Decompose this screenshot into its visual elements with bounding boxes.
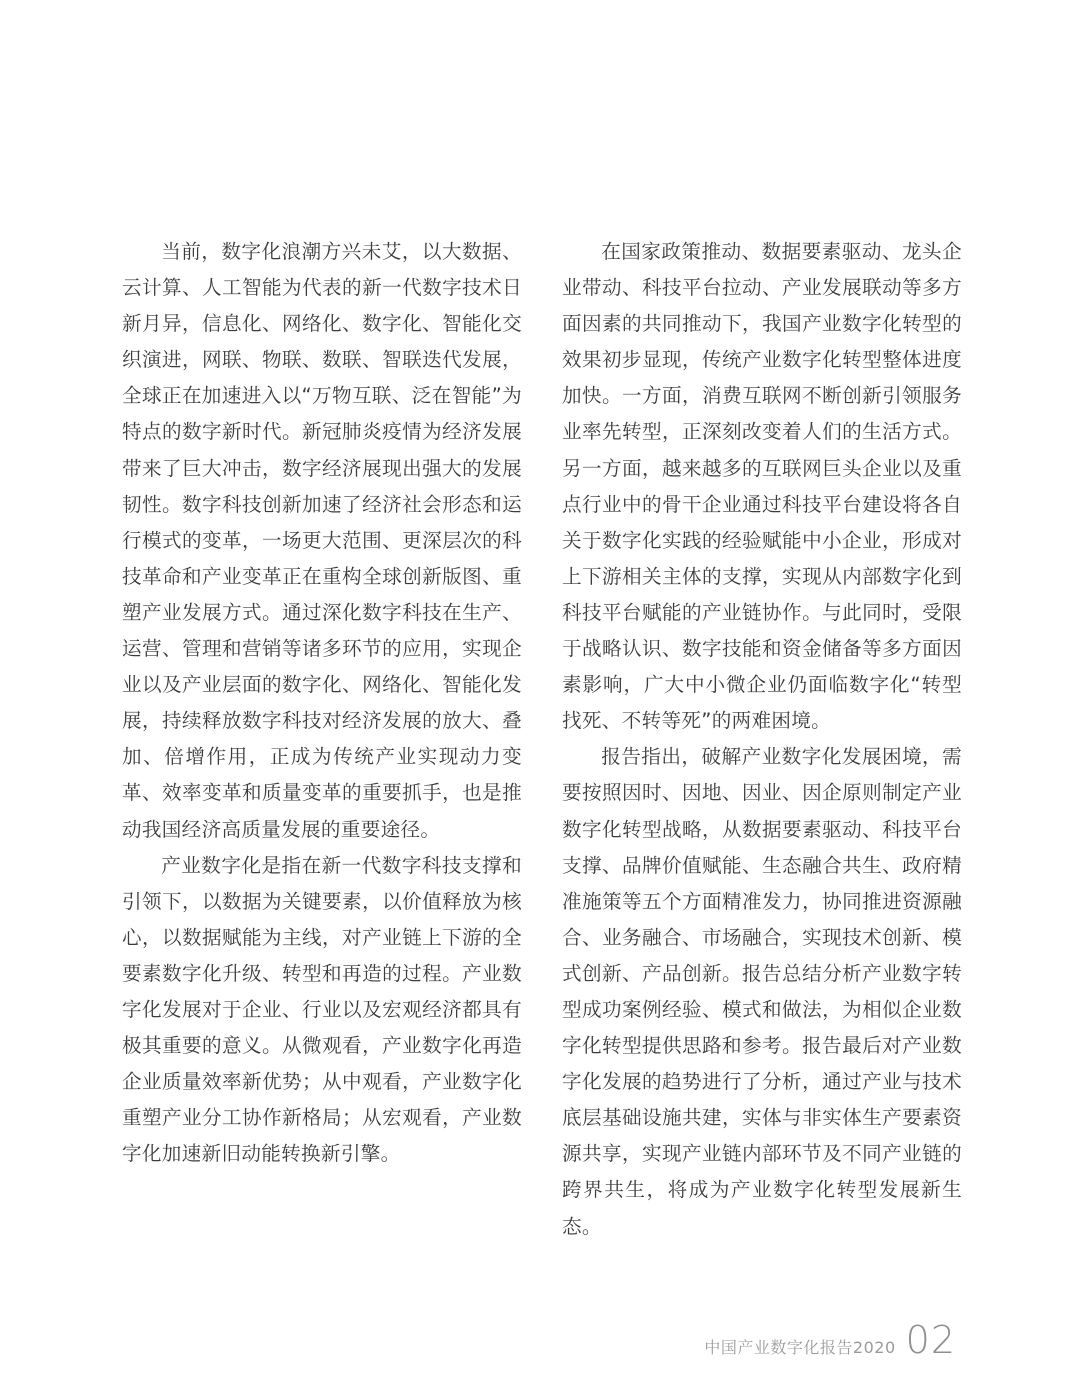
- report-title: 中国产业数字化报告2020: [704, 1338, 896, 1357]
- paragraph: 在国家政策推动、数据要素驱动、龙头企业带动、科技平台拉动、产业发展联动等多方面因素的共同推动下，我国产业数字化转型的效果初步显现，传统产业数字化转型整体进度加快。一方面，消费互联网不断创新引领服务业率先转型，正深刻改变着人们的生活方式。另一方面，越来越多的互联网巨头企业以及重点行业中的骨干企业通过科技平台建设将各自关于数字化实践的经验赋能中小企业，形成对上下游相关主体的支撑，实现从内部数字化到科技平台赋能的产业链协作。与此同时，受限于战略认识、数字技能和资金储备等多方面因素影响，广大中小微企业仍面临数字化“转型找死、不转等死”的两难困境。: [562, 240, 962, 733]
- right-column: [562, 234, 962, 1245]
- paragraph: 当前，数字化浪潮方兴未艾，以大数据、云计算、人工智能为代表的新一代数字技术日新月异，信息化、网络化、数字化、智能化交织演进，网联、物联、数联、智联迭代发展，全球正在加速进入以“万物互联、泛在智能”为特点的数字新时代。新冠肺炎疫情为经济发展带来了巨大冲击，数字经济展现出强大的发展韧性。数字科技创新加速了经济社会形态和运行模式的变革，一场更大范围、更深层次的科技革命和产业变革正在重构全球创新版图、重塑产业发展方式。通过深化数字科技在生产、运营、管理和营销等诸多环节的应用，实现企业以及产业层面的数字化、网络化、智能化发展，持续释放数字科技对经济发展的放大、叠加、倍增作用，正成为传统产业实现动力变革、效率变革和质量变革的重要抓手，也是推动我国经济高质量发展的重要途径。: [122, 240, 522, 841]
- paragraph: 报告指出，破解产业数字化发展困境，需要按照因时、因地、因业、因企原则制定产业数字化转型战略，从数据要素驱动、科技平台支撑、品牌价值赋能、生态融合共生、政府精准施策等五个方面精准发力，协同推进资源融合、业务融合、市场融合，实现技术创新、模式创新、产品创新。报告总结分析产业数字转型成功案例经验、模式和做法，为相似企业数字化转型提供思路和参考。报告最后对产业数字化发展的趋势进行了分析，通过产业与技术底层基础设施共建，实体与非实体生产要素资源共享，实现产业链内部环节及不同产业链的跨界共生，将成为产业数字化转型发展新生态。: [562, 745, 962, 1238]
- left-column: [122, 234, 522, 1172]
- page-number: 02: [905, 1318, 956, 1362]
- page-footer: [704, 1318, 956, 1362]
- paragraph: 产业数字化是指在新一代数字科技支撑和引领下，以数据为关键要素，以价值释放为核心，以数据赋能为主线，对产业链上下游的全要素数字化升级、转型和再造的过程。产业数字化发展对于企业、行业以及宏观经济都具有极其重要的意义。从微观看，产业数字化再造企业质量效率新优势；从中观看，产业数字化重塑产业分工协作新格局；从宏观看，产业数字化加速新旧动能转换新引擎。: [122, 853, 522, 1166]
